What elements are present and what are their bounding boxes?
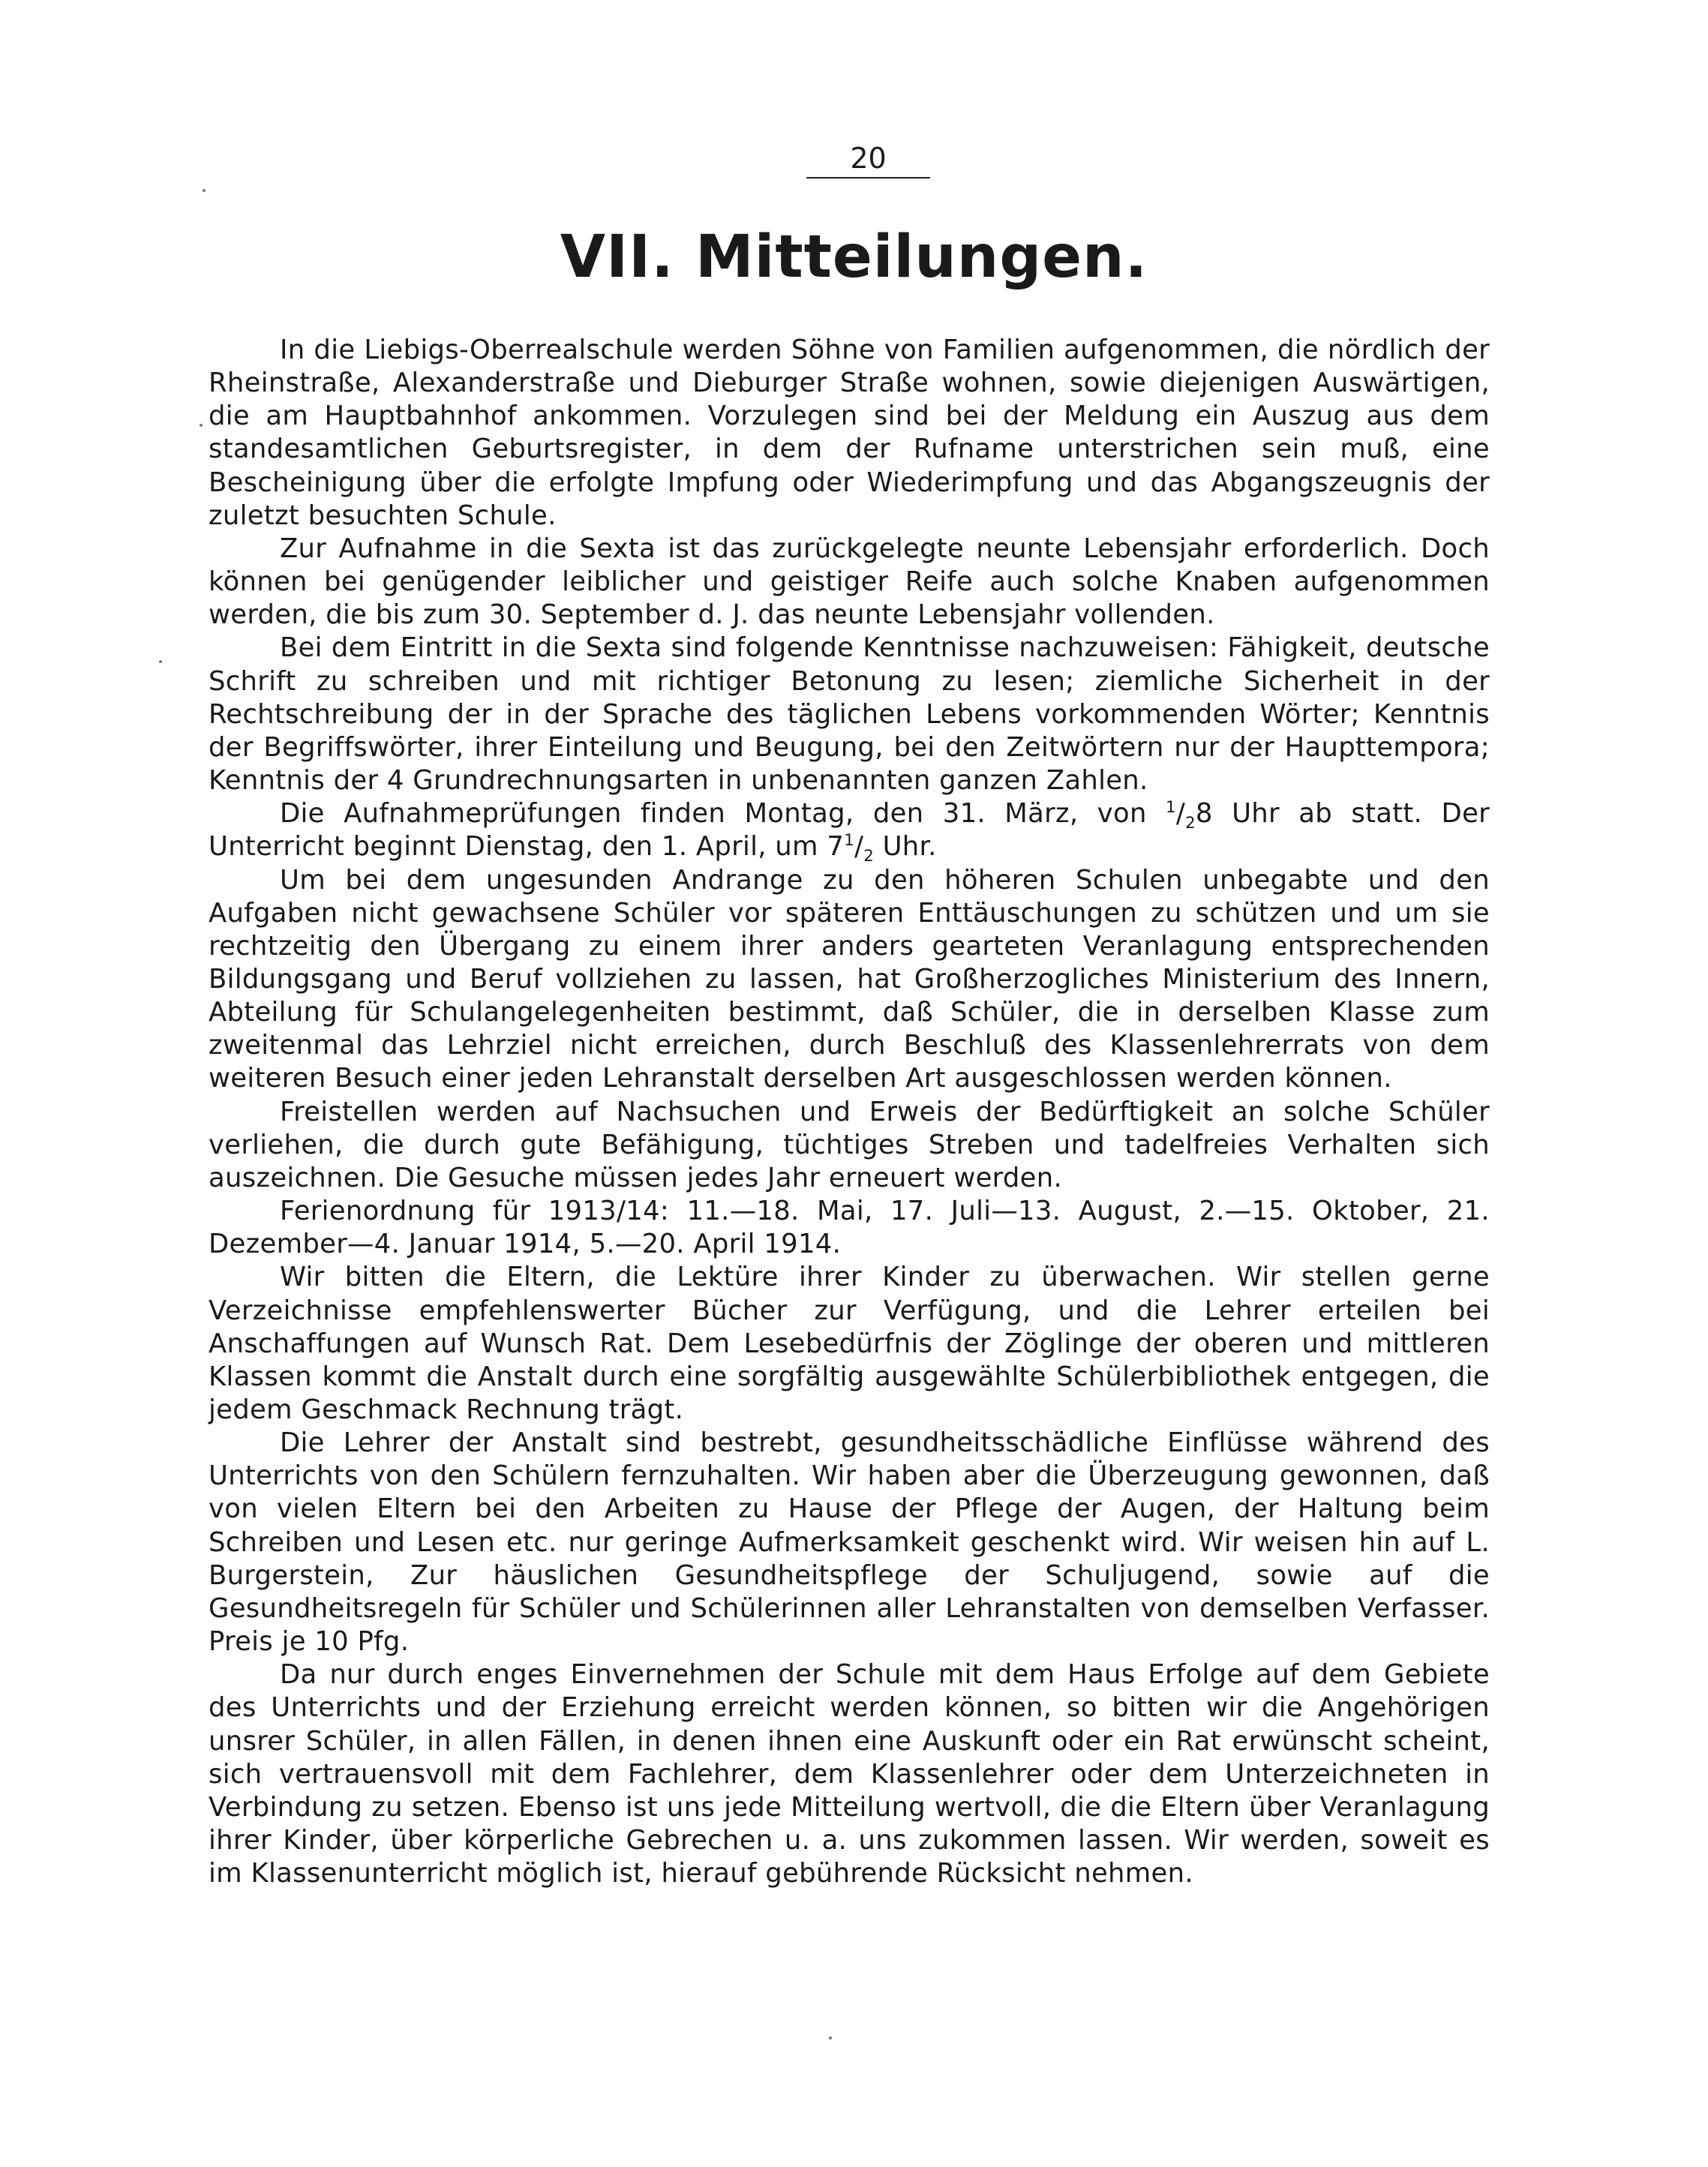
paragraph-reading: Wir bitten die Eltern, die Lektüre ihrer Kinder zu überwachen. Wir stellen gerne Verzeichnisse empfehlenswerter Bücher zur Verfügung, und die Lehrer erteilen bei Anschaffungen auf Wunsch Rat. Dem Lesebedürfnis der Zöglinge der oberen und mittleren Klassen kommt die Anstalt durch eine sorgfältig ausgewählte Schülerbibliothek entgegen, die jedem Geschmack Rechnung trägt. bbox=[209, 1262, 1490, 1425]
exam-text-a: Die Aufnahmeprüfungen finden Montag, den 31. März, von bbox=[280, 798, 1166, 830]
paper-speck bbox=[829, 2036, 832, 2039]
paper-speck bbox=[159, 660, 162, 663]
paragraph-admission: In die Liebigs-Oberrealschule werden Söhne von Familien aufgenommen, die nördlich der Rheinstraße, Alexanderstraße und Dieburger Straße wohnen, sowie diejenigen Auswärtigen, die am Hauptbahnhof ankommen. Vorzulegen sind bei der Meldung ein Auszug aus dem standesamtlichen Geburtsregister, in dem der Rufname unterstrichen sein muß, eine Bescheinigung über die erfolgte Impfung oder Wiederimpfung und das Abgangszeugnis der zuletzt besuchten Schule. bbox=[209, 335, 1490, 531]
fraction-numerator: 1 bbox=[1166, 798, 1176, 818]
paragraph-sexta-knowledge: Bei dem Eintritt in die Sexta sind folgende Kenntnisse nachzuweisen: Fähigkeit, deutsche Schrift zu schreiben und mit richtiger Betonung zu lesen; ziemliche Sicherheit in der Rechtschreibung der in der Sprache des täglichen Lebens vorkommenden Wörter; Kenntnis der Begriffswörter, ihrer Einteilung und Beugung, bei den Zeitwörtern nur der Haupttempora; Kenntnis der 4 Grundrechnungsarten in unbenannten ganzen Zahlen. bbox=[209, 632, 1490, 797]
chapter-title: VII. Mitteilungen. bbox=[560, 224, 1148, 291]
body-text bbox=[209, 334, 1490, 1890]
exam-text-b: 8 Uhr ab statt. Der Unterricht beginnt Dienstag, den 1. April, um 7 bbox=[209, 798, 1490, 863]
paragraph-free-places: Freistellen werden auf Nachsuchen und Erweis der Bedürftigkeit an solche Schüler verliehen, die durch gute Befähigung, tüchtiges Streben und tadelfreies Verhalten sich auszeichnen. Die Gesuche müssen jedes Jahr erneuert werden. bbox=[209, 1096, 1490, 1193]
paragraph-health: Die Lehrer der Anstalt sind bestrebt, gesundheitsschädliche Einflüsse während des Unterrichts von den Schülern fernzuhalten. Wir haben aber die Überzeugung gewonnen, daß von vielen Eltern bei den Arbeiten zu Hause der Pflege der Augen, der Haltung beim Schreiben und Lesen etc. nur geringe Aufmerksamkeit geschenkt wird. Wir weisen hin auf L. Burgerstein, Zur häuslichen Gesundheitspflege der Schuljugend, sowie auf die Gesundheitsregeln für Schüler und Schülerinnen aller Lehranstalten von demselben Verfasser. Preis je 10 Pfg. bbox=[209, 1427, 1490, 1658]
page-number: 20 bbox=[806, 143, 930, 179]
fraction2-numerator: 1 bbox=[844, 831, 854, 851]
paragraph-sexta-age: Zur Aufnahme in die Sexta ist das zurückgelegte neunte Lebensjahr erforderlich. Doch können bei genügender leiblicher und geistiger Reife auch solche Knaben aufgenommen werden, die bis zum 30. September d. J. das neunte Lebensjahr vollenden. bbox=[209, 533, 1490, 631]
fraction2-denominator: 2 bbox=[863, 847, 875, 866]
paragraph-holidays: Ferienordnung für 1913/14: 11.—18. Mai, 17. Juli—13. August, 2.—15. Oktober, 21. Dezember—4. Januar 1914, 5.—20. April 1914. bbox=[209, 1196, 1490, 1260]
paragraph-cooperation: Da nur durch enges Einvernehmen der Schule mit dem Haus Erfolge auf dem Gebiete des Unterrichts und der Erziehung erreicht werden können, so bitten wir die Angehörigen unsrer Schüler, in allen Fällen, in denen ihnen eine Auskunft oder ein Rat erwünscht scheint, sich vertrauensvoll mit dem Fachlehrer, dem Klassenlehrer oder dem Unterzeichneten in Verbindung zu setzen. Ebenso ist uns jede Mitteilung wertvoll, die die Eltern über Veranlagung ihrer Kinder, über körperliche Gebrechen u. a. uns zukommen lassen. Wir werden, soweit es im Klassenunterricht möglich ist, hierauf gebührende Rücksicht nehmen. bbox=[209, 1659, 1490, 1889]
paper-speck bbox=[203, 189, 206, 192]
fraction-denominator: 2 bbox=[1185, 814, 1196, 833]
exam-text-c: Uhr. bbox=[874, 831, 937, 863]
paper-speck bbox=[200, 424, 203, 427]
paragraph-unsuitable-students: Um bei dem ungesunden Andrange zu den höheren Schulen unbegabte und den Aufgaben nicht gewachsene Schüler vor späteren Enttäuschungen zu schützen und um sie rechtzeitig den Übergang zu einem ihrer anders gearteten Veranlagung entsprechenden Bildungsgang und Beruf vollziehen zu lassen, hat Großherzogliches Ministerium des Innern, Abteilung für Schulangelegenheiten bestimmt, daß Schüler, die in derselben Klasse zum zweitenmal das Lehrziel nicht erreichen, durch Beschluß des Klassenlehrerrats von dem weiteren Besuch einer jeden Lehranstalt derselben Art ausgeschlossen werden können. bbox=[209, 864, 1490, 1094]
paragraph-exam-dates: Die Aufnahmeprüfungen finden Montag, den 31. März, von $^1/_28$ Uhr ab statt. Der Unterricht beginnt Dienstag, den 1. April, um $7^1/_2$ Uhr. bbox=[209, 798, 1490, 866]
